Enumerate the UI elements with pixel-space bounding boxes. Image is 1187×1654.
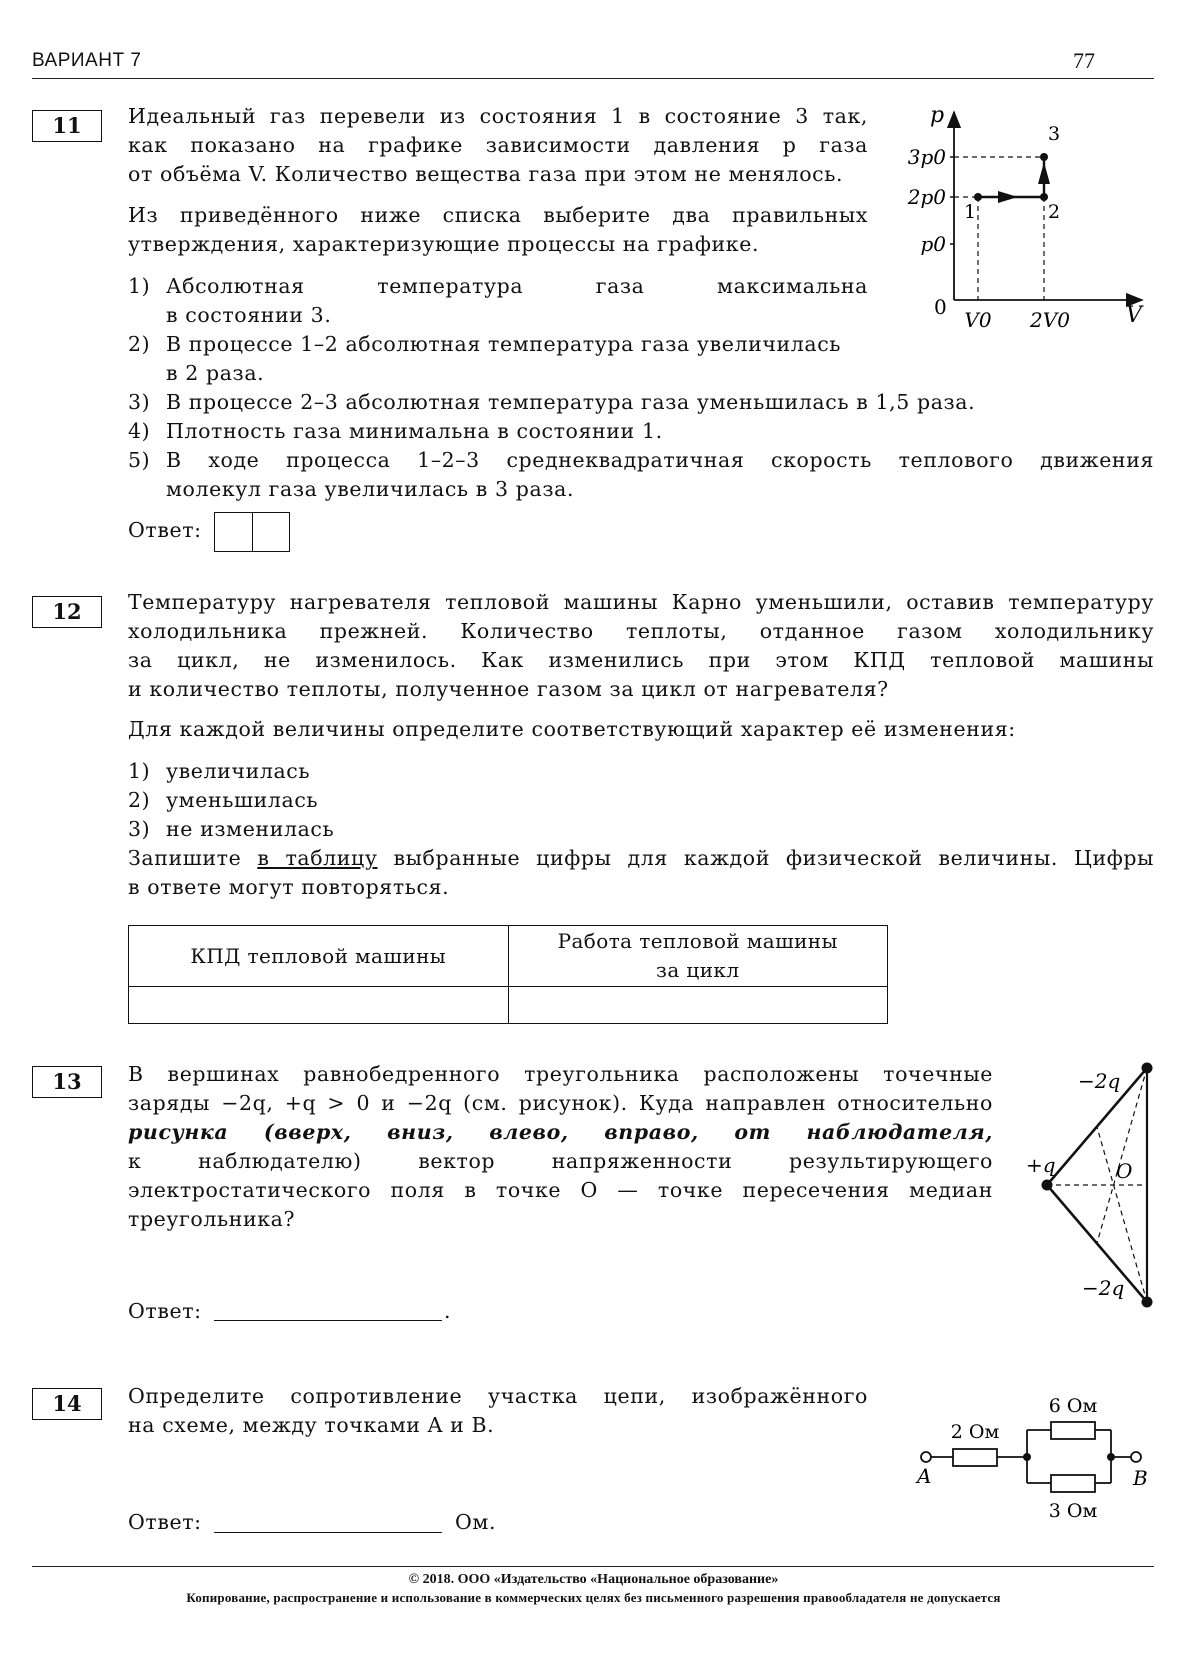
q13-line-2: заряды −2q, +q > 0 и −2q (см. рисунок). Куда направлен относительно xyxy=(128,1091,993,1115)
q13-answer-label: Ответ: xyxy=(128,1299,202,1323)
q11-option-5: 5) В ходе процесса 1–2–3 среднеквадратичная скорость теплового движения молекул газа увеличилась в 3 раза. xyxy=(128,448,1154,501)
footer-notice: Копирование, распространение и использование в коммерческих целях без письменного разрешения правообладателя не допускается xyxy=(186,1590,1001,1605)
q14-answer-field[interactable] xyxy=(214,1532,442,1533)
q12-write-line-1: Запишите в таблицу выбранные цифры для каждой физической величины. Цифры xyxy=(128,846,1154,870)
terminal-a xyxy=(921,1452,931,1462)
q14-answer-label: Ответ: xyxy=(128,1510,202,1534)
answer-cell[interactable] xyxy=(253,513,290,551)
q13-line-5: электростатического поля в точке O — точке пересечения медиан xyxy=(128,1178,993,1202)
resistor-6-ohm xyxy=(1051,1422,1095,1439)
center-point-label: O xyxy=(1116,1159,1133,1183)
q12-table-link: в таблицу xyxy=(257,846,378,870)
terminal-b xyxy=(1131,1452,1141,1462)
state-point xyxy=(1040,153,1048,161)
q14-line-2: на схеме, между точками A и B. xyxy=(128,1413,495,1437)
footer-copyright: © 2018. ООО «Издательство «Национальное образование» xyxy=(408,1572,779,1587)
q11-task-line-2: утверждения, характеризующие процессы на графике. xyxy=(128,232,760,256)
p-axis-label: p xyxy=(930,103,945,128)
question-13-number: 13 xyxy=(32,1066,102,1098)
left-charge-label: +q xyxy=(1026,1153,1056,1177)
question-14-number: 14 xyxy=(32,1388,102,1420)
resistor-3-ohm xyxy=(1051,1475,1095,1492)
q12-task: Для каждой величины определите соответствующий характер её изменения: xyxy=(128,717,1016,741)
answer-cell[interactable] xyxy=(215,513,253,551)
charge-top xyxy=(1142,1063,1153,1074)
footer-rule xyxy=(32,1566,1154,1567)
q11-option-4: 4) Плотность газа минимальна в состоянии 1. xyxy=(128,419,663,443)
q13-answer-field[interactable] xyxy=(214,1320,442,1321)
q11-answer-label: Ответ: xyxy=(128,518,202,542)
q13-line-6: треугольника? xyxy=(128,1207,296,1231)
q11-option-1: 1) Абсолютная температура газа максимальна в состоянии 3. xyxy=(128,274,868,327)
q11-task-line-1: Из приведённого ниже списка выберите два правильных xyxy=(128,203,868,227)
q12-option-2: 2) уменьшилась xyxy=(128,788,319,812)
state-point xyxy=(974,193,982,201)
v-axis-label: V xyxy=(1126,303,1142,328)
r-series-label: 2 Ом xyxy=(950,1421,1000,1443)
q12-option-3: 3) не изменилась xyxy=(128,817,335,841)
q12-answer-cell-2[interactable] xyxy=(508,987,888,1024)
q12-intro-line-1: Температуру нагревателя тепловой машины Карно уменьшили, оставив температуру xyxy=(128,590,1154,614)
q14-answer-unit: Ом. xyxy=(455,1510,497,1534)
q14-line-1: Определите сопротивление участка цепи, изображённого xyxy=(128,1384,868,1408)
origin-label: 0 xyxy=(934,295,947,319)
state-point xyxy=(1040,193,1048,201)
r-top-label: 6 Ом xyxy=(1048,1395,1098,1417)
tick-v0: V0 xyxy=(964,308,992,332)
header-rule xyxy=(32,78,1154,79)
question-11-number: 11 xyxy=(32,110,102,142)
top-charge-label: −2q xyxy=(1078,1069,1121,1093)
state-2-label: 2 xyxy=(1048,201,1061,223)
q11-intro-line-1: Идеальный газ перевели из состояния 1 в состояние 3 так, xyxy=(128,104,868,128)
q13-line-3: рисунка (вверх, вниз, влево, вправо, от наблюдателя, xyxy=(128,1120,993,1144)
q13-answer-end: . xyxy=(444,1299,452,1323)
q12-intro-line-3: за цикл, не изменилось. Как изменились при этом КПД тепловой машины xyxy=(128,648,1154,672)
variant-label: ВАРИАНТ 7 xyxy=(32,50,142,71)
q12-answer-table xyxy=(128,925,888,1024)
page-number: 77 xyxy=(1073,48,1095,73)
point-a-label: A xyxy=(917,1464,932,1488)
q11-pv-graph xyxy=(880,100,1160,340)
q14-circuit xyxy=(905,1380,1155,1530)
question-12-number: 12 xyxy=(32,596,102,628)
r-bottom-label: 3 Ом xyxy=(1048,1500,1098,1522)
charge-bottom xyxy=(1142,1297,1153,1308)
q11-intro-line-3: от объёма V. Количество вещества газа при этом не менялось. xyxy=(128,162,844,186)
tick-2v0: 2V0 xyxy=(1030,308,1070,332)
bottom-charge-label: −2q xyxy=(1082,1276,1125,1300)
point-b-label: B xyxy=(1133,1466,1148,1490)
q12-answer-cell-1[interactable] xyxy=(129,987,509,1024)
q12-col-header-1: КПД тепловой машины xyxy=(129,926,509,987)
charge-left xyxy=(1042,1180,1053,1191)
state-1-label: 1 xyxy=(964,201,977,223)
q12-intro-line-4: и количество теплоты, полученное газом за цикл от нагревателя? xyxy=(128,677,889,701)
q12-write-line-2: в ответе могут повторяться. xyxy=(128,875,450,899)
q12-intro-line-2: холодильника прежней. Количество теплоты, отданное газом холодильнику xyxy=(128,619,1154,643)
q11-option-3: 3) В процессе 2–3 абсолютная температура газа уменьшилась в 1,5 раза. xyxy=(128,390,976,414)
tick-p0: p0 xyxy=(920,232,946,256)
q12-col-header-2: Работа тепловой машины за цикл xyxy=(508,926,888,987)
q11-option-2: 2) В процессе 1–2 абсолютная температура газа увеличилась в 2 раза. xyxy=(128,332,842,385)
q13-line-1: В вершинах равнобедренного треугольника расположены точечные xyxy=(128,1062,993,1086)
q11-intro-line-2: как показано на графике зависимости давления p газа xyxy=(128,133,868,157)
resistor-2-ohm xyxy=(953,1449,997,1466)
q13-triangle-figure xyxy=(1010,1050,1160,1320)
q11-answer-box[interactable] xyxy=(214,512,290,552)
q12-option-1: 1) увеличилась xyxy=(128,759,311,783)
q13-line-4: к наблюдателю) вектор напряженности результирующего xyxy=(128,1149,993,1173)
state-3-label: 3 xyxy=(1048,123,1061,145)
tick-3p0: 3p0 xyxy=(907,145,946,169)
tick-2p0: 2p0 xyxy=(907,185,946,209)
